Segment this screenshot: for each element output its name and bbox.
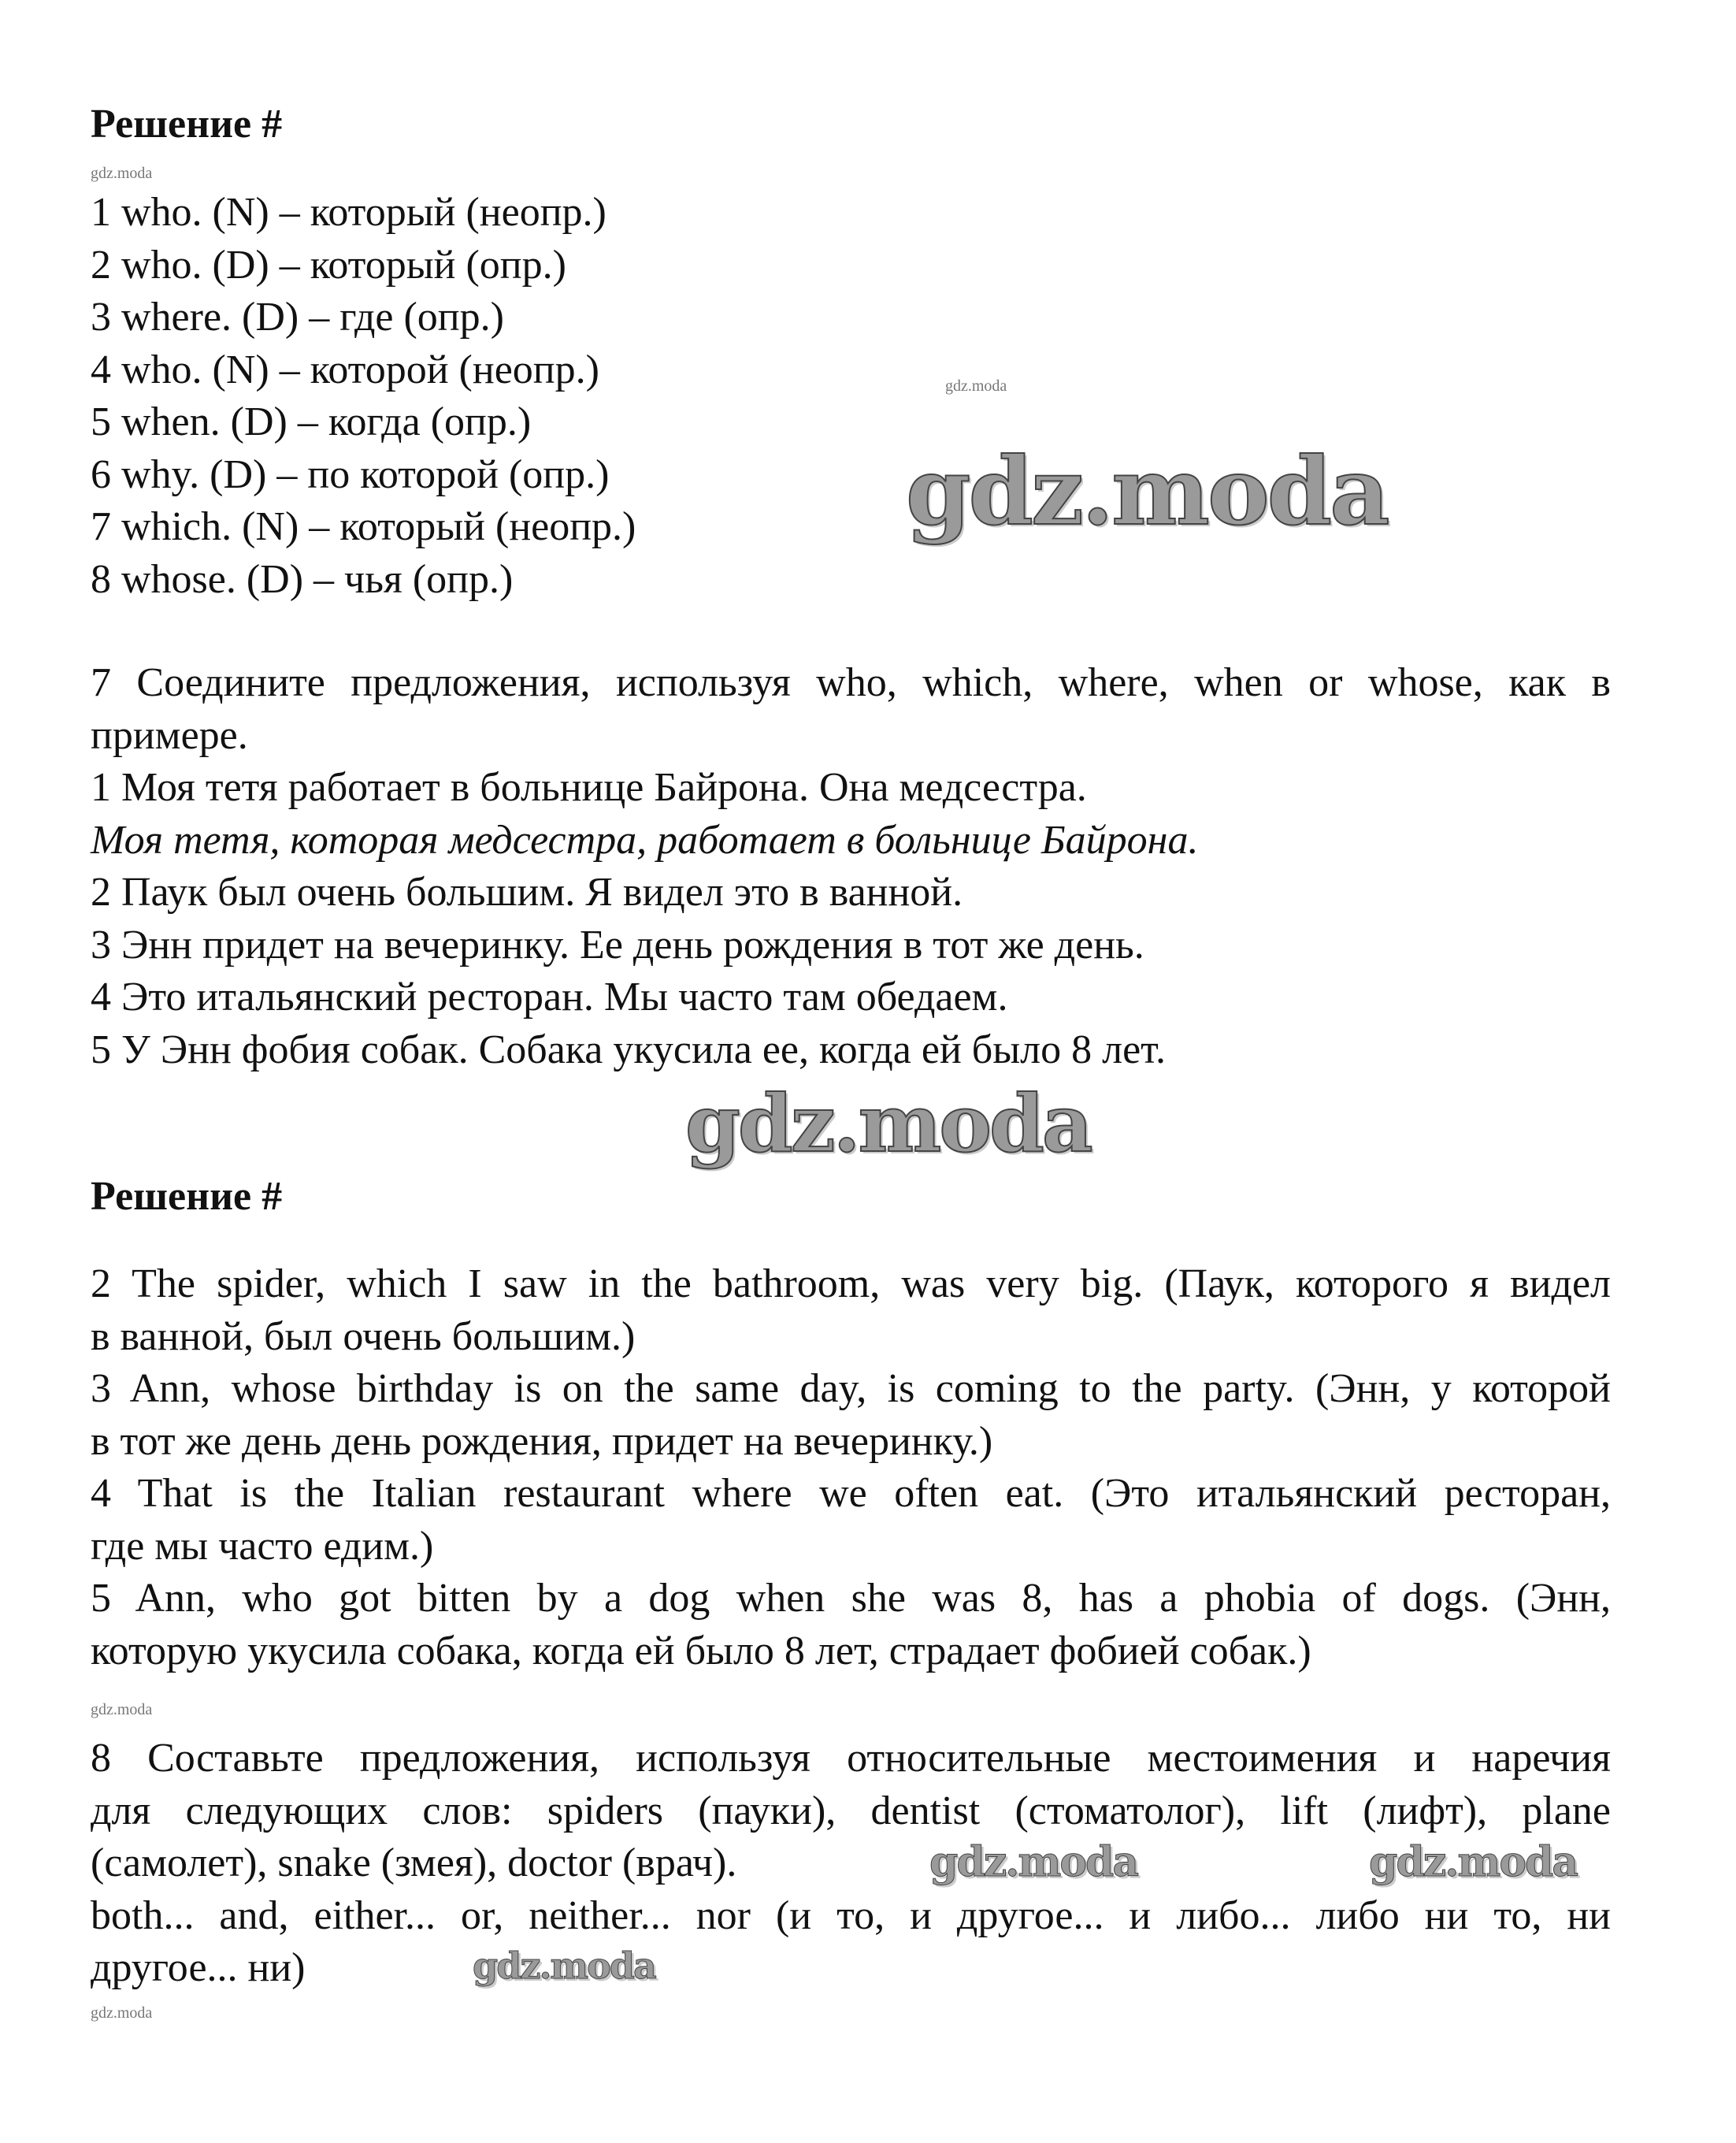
watermark-small: gdz.moda: [91, 1701, 153, 1718]
answer-line: 2 The spider, which I saw in the bathroom, was very big. (Паук, которого я видел: [91, 1261, 1611, 1306]
task-item: 2 Паук был очень большим. Я видел это в ванной.: [91, 870, 963, 915]
answer-line: 6 why. (D) – по которой (опр.): [91, 451, 610, 497]
watermark-medium: gdz.moda: [473, 1944, 655, 1987]
task-item: 4 Это итальянский ресторан. Мы часто там обедаем.: [91, 975, 1008, 1020]
task-example-answer: Моя тетя, которая медсестра, работает в больнице Байрона.: [91, 817, 1199, 863]
answer-line: 8 whose. (D) – чья (опр.): [91, 556, 514, 602]
watermark-medium: gdz.moda: [929, 1838, 1138, 1886]
answer-line: 4 who. (N) – которой (неопр.): [91, 347, 599, 392]
watermark-small: gdz.moda: [945, 377, 1007, 395]
answer-line: в ванной, был очень большим.): [91, 1313, 636, 1359]
watermark-large: gdz.moda: [906, 436, 1388, 546]
task-item: 5 У Энн фобия собак. Собака укусила ее, когда ей было 8 лет.: [91, 1027, 1166, 1072]
solution-heading-2: Решение #: [91, 1174, 283, 1219]
watermark-large: gdz.moda: [685, 1077, 1091, 1170]
answer-line: 3 Ann, whose birthday is on the same day, is coming to the party. (Энн, у которой: [91, 1366, 1611, 1411]
task-example: 1 Моя тетя работает в больнице Байрона. Она медсестра.: [91, 765, 1087, 810]
task-item: 3 Энн придет на вечеринку. Ее день рождения в тот же день.: [91, 922, 1144, 968]
solution-heading-1: Решение #: [91, 102, 283, 147]
answer-line: 2 who. (D) – который (опр.): [91, 242, 566, 288]
task-line: (самолет), snake (змея), doctor (врач).: [91, 1840, 737, 1885]
answer-line: где мы часто едим.): [91, 1523, 434, 1569]
answer-line: 7 which. (N) – который (неопр.): [91, 504, 636, 549]
task-line: 8 Составьте предложения, используя относительные местоимения и наречия: [91, 1736, 1611, 1781]
task-title-line: 7 Соедините предложения, используя who, which, where, when or whose, как в: [91, 660, 1611, 705]
answer-line: в тот же день день рождения, придет на вечеринку.): [91, 1418, 993, 1464]
answer-line: 3 where. (D) – где (опр.): [91, 295, 504, 340]
answer-line: 5 when. (D) – когда (опр.): [91, 399, 532, 444]
task-title-line: примере.: [91, 712, 248, 758]
task-7: [91, 657, 1611, 1076]
answer-line: 4 That is the Italian restaurant where we often eat. (Это итальянский ресторан,: [91, 1471, 1611, 1516]
task-line: другое... ни): [91, 1945, 306, 1990]
answer-line: 5 Ann, who got bitten by a dog when she was 8, has a phobia of dogs. (Энн,: [91, 1576, 1611, 1621]
watermark-medium: gdz.moda: [1369, 1838, 1578, 1886]
task-line: both... and, either... or, neither... nor (и то, и другое... и либо... либо ни то, ни: [91, 1892, 1611, 1938]
watermark-small: gdz.moda: [91, 165, 153, 182]
watermark-small: gdz.moda: [91, 2004, 153, 2022]
answer-line: 1 who. (N) – который (неопр.): [91, 190, 606, 235]
answer-line: которую укусила собака, когда ей было 8 лет, страдает фобией собак.): [91, 1628, 1311, 1673]
task-line: для следующих слов: spiders (пауки), dentist (стоматолог), lift (лифт), plane: [91, 1788, 1611, 1833]
answer-list-2: [91, 1258, 1611, 1677]
